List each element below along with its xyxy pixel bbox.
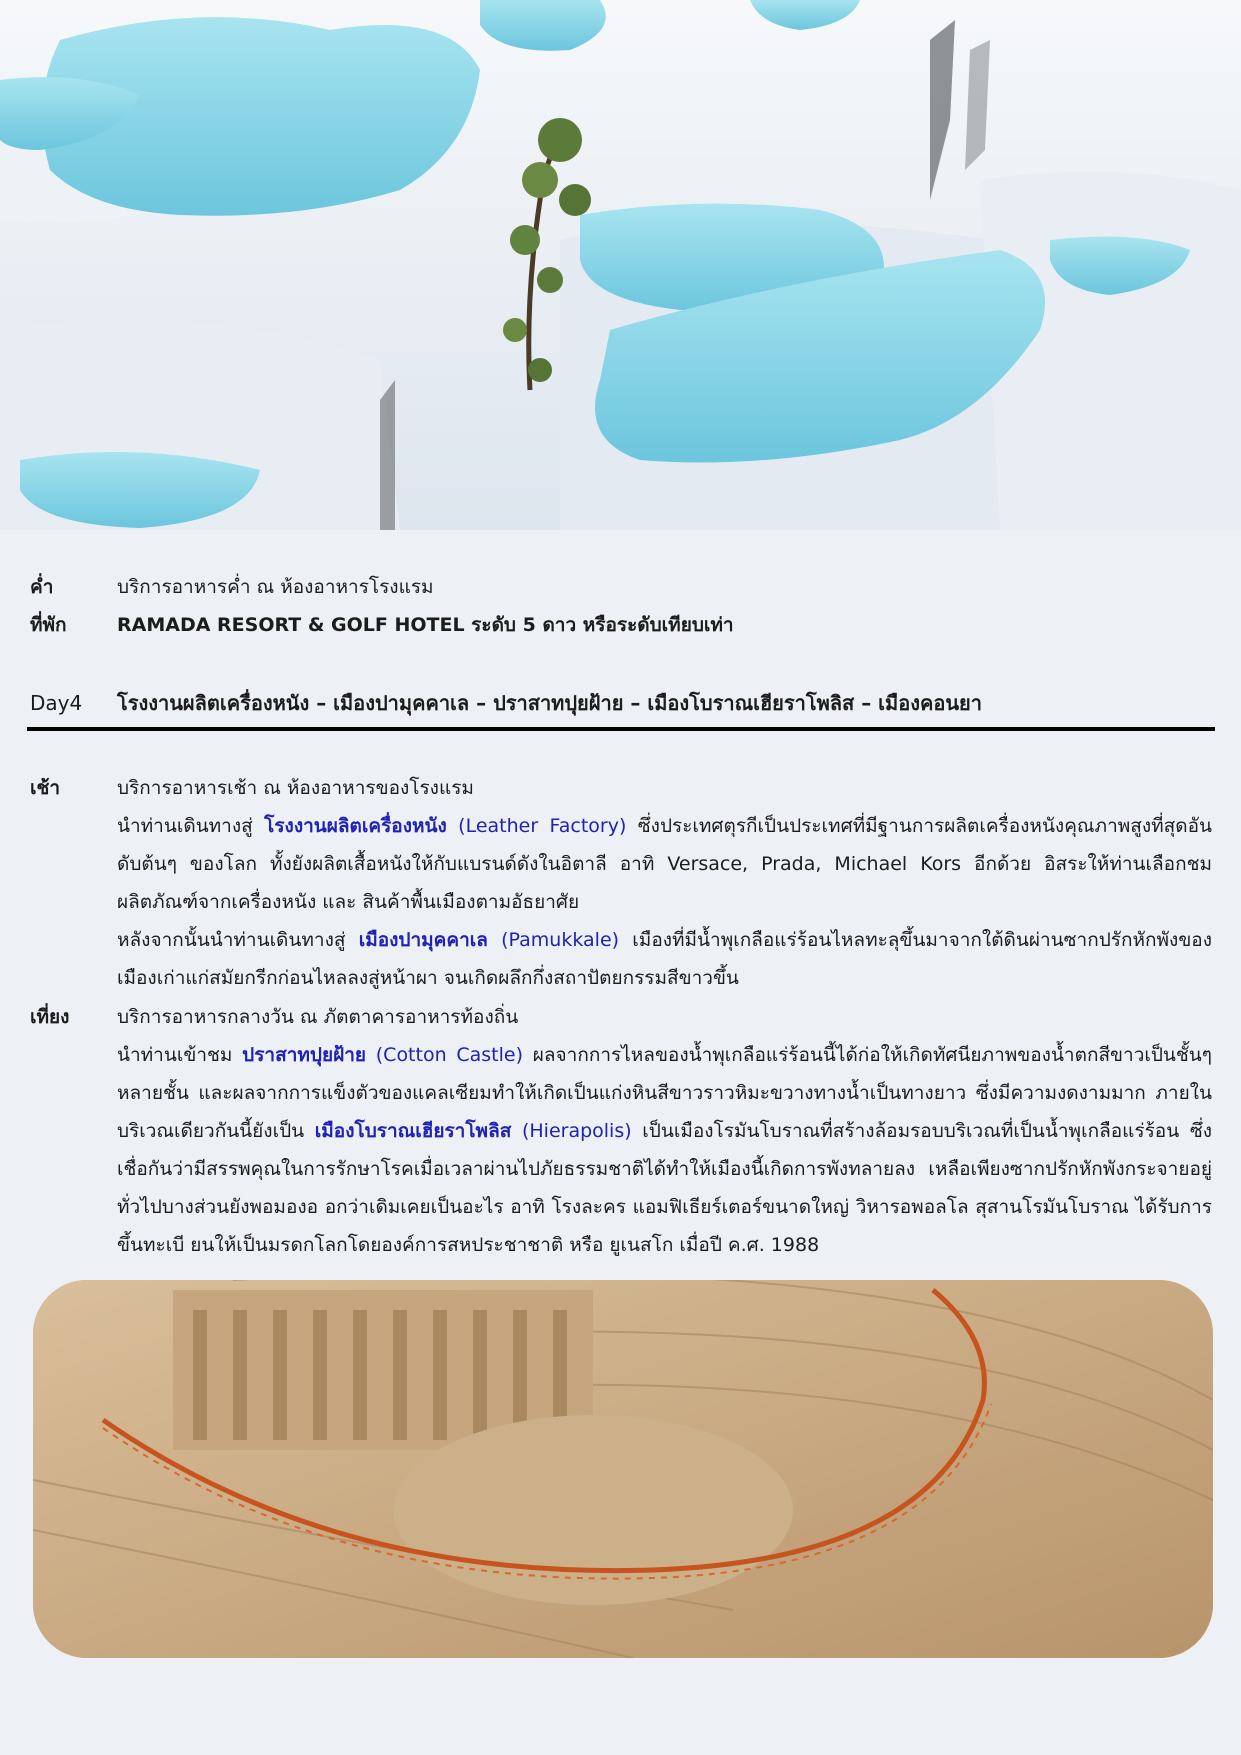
- lunch-p1-text: นำท่านเข้าชม: [117, 1044, 243, 1066]
- bottom-photo-amphitheatre: [33, 1280, 1213, 1658]
- morning-paragraph-2: [117, 921, 1212, 997]
- lunch-p1-rest: เป็นเมืองโรมันโบราณที่สร้างล้อมรอบบริเวณที่เป็นน้ำพุเกลือแร่ร้อน ซึ่งเชื่อกันว่ามีสรรพคุณในการรักษาโรคเมื่อเวลาผ่านไปภัยธรรมชาติได้ทำให้เมืองนี้เกิดการพังทลายลง เหลือเพียงซากปรักหักพังกระจายอยู่ทั่วไปบางส่วนยังพอมองอ อกว่าเดิมเคยเป็นอะไร อาทิ โรงละคร แอมฟิเธียร์เตอร์ขนาดใหญ่ วิหารอพอลโล สุสานโรมันโบราณ ได้รับการขึ้นทะเบี ยนให้เป็นมรดกโลกโดยองค์การสหประชาชาติ หรือ ยูเนสโก เมื่อปี ค.ศ. 1988: [117, 1120, 1212, 1256]
- morning-p2-rest: เมืองที่มีน้ำพุเกลือแร่ร้อนไหลทะลุขึ้นมาจากใต้ดินผ่านซากปรักหักพังของเมืองเก่าแก่สมัยกรีกก่อนไหลลงสู่หน้าผา จนเกิดผลึกกึ่งสถาปัตยกรรมสีขาวขึ้น: [117, 929, 1212, 989]
- hotel-text: RAMADA RESORT & GOLF HOTEL ระดับ 5 ดาว หรือระดับเทียบเท่า: [117, 614, 734, 636]
- lunch-paragraph: [117, 1036, 1212, 1264]
- pamukkale-highlight: เมืองปามุคคาเล: [358, 929, 488, 951]
- hotel-label: ที่พัก: [30, 614, 67, 636]
- cotton-castle-highlight: ปราสาทปุยฝ้าย: [242, 1044, 367, 1066]
- hotel-row: [30, 606, 1212, 644]
- morning-p1-text: นำท่านเดินทางสู่: [117, 815, 265, 837]
- morning-p2-text: หลังจากนั้นนำท่านเดินทางสู่: [117, 929, 359, 951]
- hierapolis-english: (Hierapolis): [511, 1120, 632, 1142]
- pamukkale-terraces-illustration: [0, 0, 1241, 530]
- morning-paragraph-1: [117, 807, 1212, 921]
- morning-p1-rest: ซึ่งประเทศตุรกีเป็นประเทศที่มีฐานการผลิตเครื่องหนังคุณภาพสูงที่สุดอันดับต้นๆ ของโลก ทั้งยังผลิตเสื้อหนังให้กับแบรนด์ดังในอิตาลี อาทิ Versace, Prada, Michael Kors อีกด้วย อิสระให้ท่านเลือกชมผลิตภัณฑ์จากเครื่องหนัง และ สินค้าพื้นเมืองตามอัธยาศัย: [117, 815, 1212, 913]
- amphitheatre-illustration: [33, 1280, 1213, 1658]
- lunch-meal: บริการอาหารกลางวัน ณ ภัตตาคารอาหารท้องถิ่น: [117, 1006, 519, 1028]
- lunch-p1-mid: ผลจากการไหลของน้ำพุเกลือแร่ร้อนนี้ได้ก่อให้เกิดทัศนียภาพของน้ำตกสีขาวเป็นชั้นๆ หลายชั้น และผลจากการแข็งตัวของแคลเซียมทำให้เกิดเป็นแก่งหินสีขาวราวหิมะขวางทางน้ำเป็นทางยาว ซึ่งมีความงดงามมาก ภายในบริเวณเดียวกันนี้ยังเป็น: [117, 1044, 1212, 1142]
- day-title: โรงงานผลิตเครื่องหนัง – เมืองปามุคคาเล – ปราสาทปุยฝ้าย – เมืองโบราณเฮียราโพลิส – เมืองคอนยา: [117, 691, 982, 715]
- lunch-row: [30, 998, 1212, 1036]
- header-divider: [27, 727, 1215, 731]
- morning-meal: บริการอาหารเช้า ณ ห้องอาหารของโรงแรม: [117, 777, 474, 799]
- leather-factory-english: (Leather Factory): [446, 815, 627, 837]
- day-header: [30, 684, 1212, 722]
- pamukkale-english: (Pamukkale): [487, 929, 620, 951]
- morning-label: เช้า: [30, 777, 61, 799]
- lunch-label: เที่ยง: [30, 1006, 70, 1028]
- leather-factory-highlight: โรงงานผลิตเครื่องหนัง: [264, 815, 447, 837]
- day-label: Day4: [30, 691, 83, 715]
- dinner-text: บริการอาหารค่ำ ณ ห้องอาหารโรงแรม: [117, 576, 434, 598]
- dinner-row: [30, 568, 1212, 606]
- morning-row: [30, 769, 1212, 807]
- dinner-label: ค่ำ: [30, 576, 54, 598]
- hero-photo-pamukkale: [0, 0, 1241, 530]
- cotton-castle-english: (Cotton Castle): [366, 1044, 524, 1066]
- hierapolis-highlight: เมืองโบราณเฮียราโพลิส: [314, 1120, 512, 1142]
